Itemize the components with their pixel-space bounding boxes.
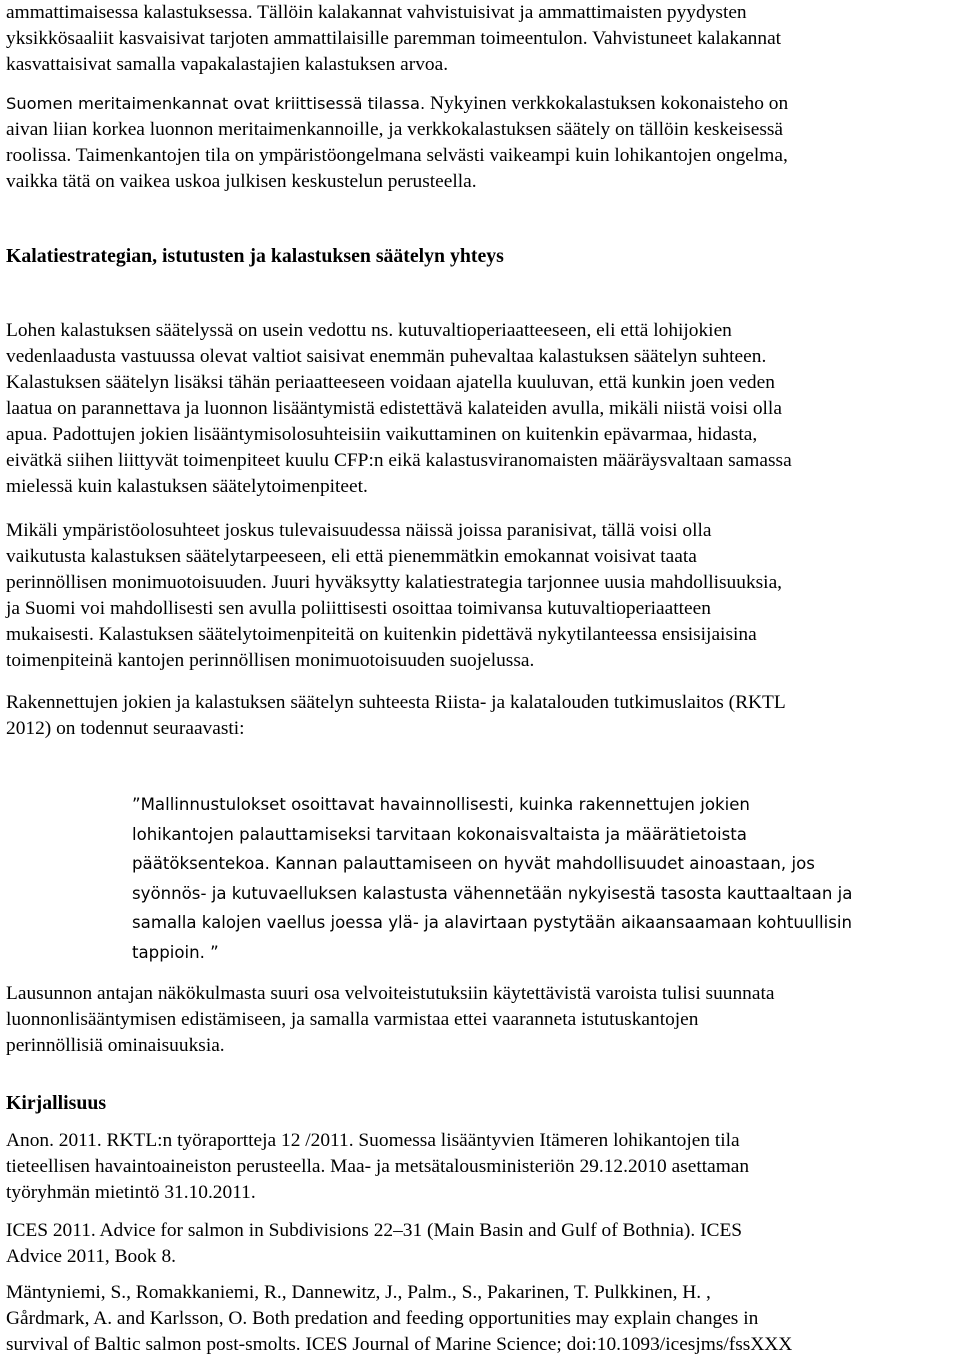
paragraph-meritaimen-lead: Suomen meritaimenkannat ovat kriittisessä tilassa.: [6, 94, 426, 113]
paragraph-lausunto: Lausunnon antajan näkökulmasta suuri osa velvoiteistutuksiin käytettävistä varoista tulisi suunnata luonnonlisääntymisen edistämiseen, ja samalla varmistaa ettei vaaranneta istutuskantojen perinnöllisiä ominaisuuksia.: [6, 983, 775, 1056]
paragraph-meritaimen-rest: Nykyinen verkkokalastuksen kokonaisteho on aivan liian korkea luonnon meritaimenkannoille, ja verkkokalastuksen säätely on tällöin keskeisessä roolissa. Taimenkantojen tila on ympäristöongelmana selvästi vaikeampi kuin lohikantojen ongelma, vaikka tätä on vaikea uskoa julkisen keskustelun perusteella.: [6, 93, 789, 192]
paragraph-intro: ammattimaisessa kalastuksessa. Tällöin kalakannat vahvistuisivat ja ammattimaisten pyydysten yksikkösaaliit kasvaisivat tarjoten ammattilaisille paremman toimeentulon. Vahvistuneet kalakannat kasvattaisivat samalla vapakalastajien kalastuksen arvoa.: [6, 2, 782, 75]
paragraph-kutuvaltioperiaate: Lohen kalastuksen säätelyssä on usein vedottu ns. kutuvaltioperiaatteeseen, eli että lohijokien vedenlaadusta vastuussa olevat valtiot saisivat enemmän puhevaltaa kalastuksen säätelyn suhteen. Kalastuksen säätelyn lisäksi tähän periaatteeseen voidaan ajatella kuuluvan, että kunkin joen veden laatua on parannettava ja luonnon lisääntymistä edistettävä kalateiden avulla, mikäli niistä voisi olla apua. Padottujen jokien lisääntymisolosuhteisiin vaikuttaminen on kuitenkin epävarmaa, hidasta, eivätkä siihen liittyvät toimenpiteet kuulu CFP:n eikä kalastusviranomaisten määräysvaltaan samassa mielessä kuin kalastuksen säätelytoimenpiteet.: [6, 320, 792, 497]
reference-ices-2011: ICES 2011. Advice for salmon in Subdivisions 22–31 (Main Basin and Gulf of Bothnia). ICES Advice 2011, Book 8.: [6, 1220, 743, 1267]
reference-anon-2011: Anon. 2011. RKTL:n työraportteja 12 /2011. Suomessa lisääntyvien Itämeren lohikantojen tila tieteellisen havaintoaineiston perusteella. Maa- ja metsätalousministeriön 29.12.2010 asettaman työryhmän mietintö 31.10.2011.: [6, 1130, 750, 1203]
block-quote-rktl: ”Mallinnustulokset osoittavat havainnollisesti, kuinka rakennettujen jokien lohikantojen palauttamiseksi tarvitaan kokonaisvaltaista ja määrätietoista päätöksentekoa. Kannan palauttamiseen on hyvät mahdollisuudet ainoastaan, jos syönnös- ja kutuvaelluksen kalastusta vähennetään nykyisestä tasosta kauttaaltaan ja samalla kalojen vaellus joessa ylä- ja alavirtaan pystytään aikaansaamaan kohtuullisin tappioin. ”: [132, 795, 853, 962]
paragraph-ymparistoolosuhteet: Mikäli ympäristöolosuhteet joskus tulevaisuudessa näissä joissa paranisivat, tällä voisi olla vaikutusta kalastuksen säätelytarpeeseen, eli että pienemmätkin emokannat voisivat taata perinnöllisen monimuotoisuuden. Juuri hyväksytty kalatiestrategia tarjonnee uusia mahdollisuuksia, ja Suomi voi mahdollisesti sen avulla poliittisesti osoittaa toimivansa kutuvaltioperiaatteen mukaisesti. Kalastuksen säätelytoimenpiteitä on kuitenkin pidettävä nykytilanteessa ensisijaisina toimenpiteinä kantojen perinnöllisen monimuotoisuuden suojelussa.: [6, 520, 783, 671]
section-heading-kirjallisuus: Kirjallisuus: [6, 1092, 107, 1114]
reference-mantyniemi: Mäntyniemi, S., Romakkaniemi, R., Dannewitz, J., Palm., S., Pakarinen, T. Pulkkinen, H. , Gårdmark, A. and Karlsson, O. Both predation and feeding opportunities may explain changes in survival of Baltic salmon post-smolts. ICES Journal of Marine Science; doi:10.1093/icesjms/fssXXX: [6, 1282, 793, 1355]
paragraph-rktl-intro: Rakennettujen jokien ja kalastuksen säätelyn suhteesta Riista- ja kalatalouden tutkimuslaitos (RKTL 2012) on todennut seuraavasti:: [6, 692, 786, 739]
paragraph-meritaimen: [6, 91, 956, 195]
section-heading-kalatiestrategia: Kalatiestrategian, istutusten ja kalastuksen säätelyn yhteys: [6, 245, 504, 267]
